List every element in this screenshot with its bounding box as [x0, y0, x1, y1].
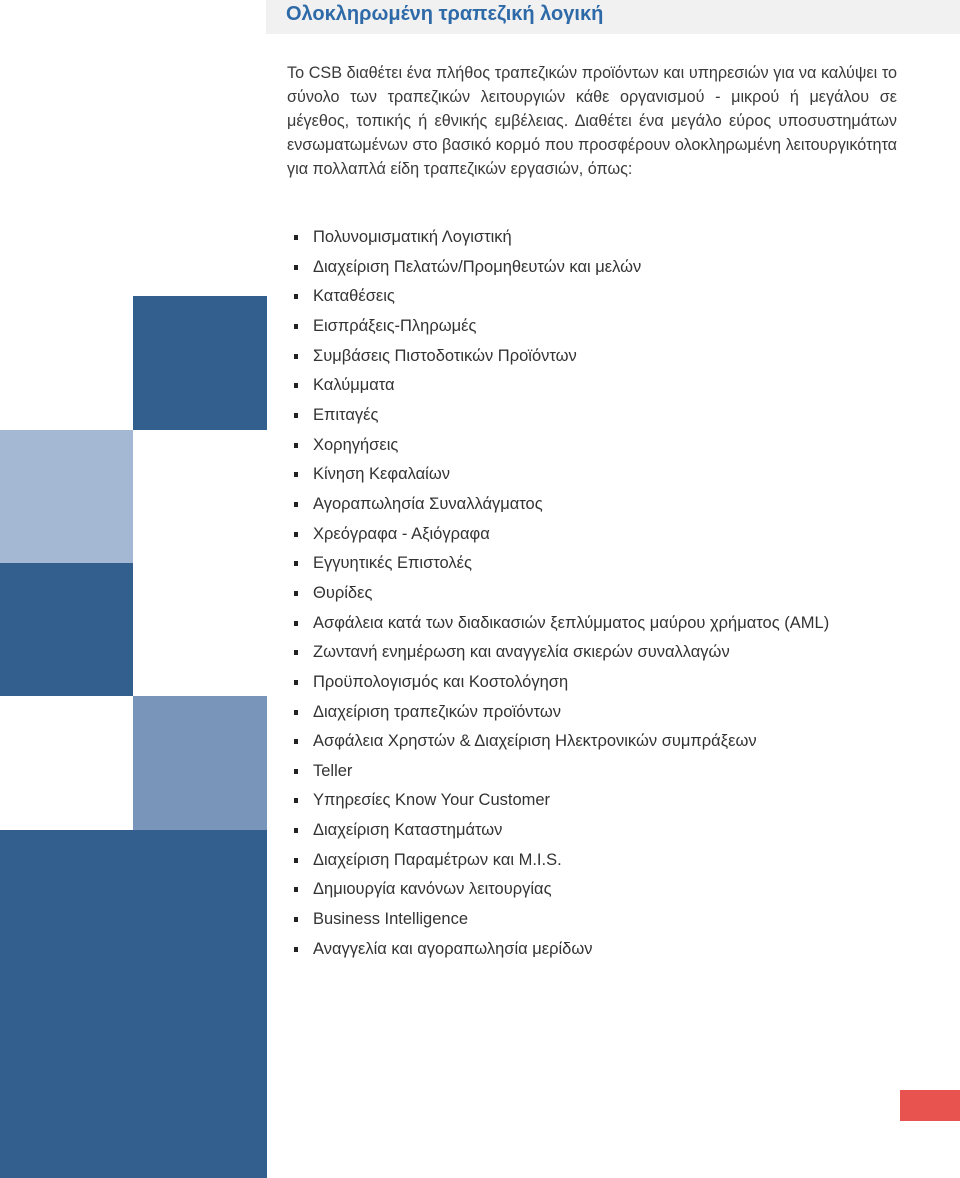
feature-list-item [294, 816, 829, 846]
feature-label: Εγγυητικές Επιστολές [313, 554, 472, 573]
feature-list-item [294, 490, 829, 520]
feature-label: Συμβάσεις Πιστοδοτικών Προϊόντων [313, 346, 577, 365]
feature-list-item [294, 401, 829, 431]
feature-list-item [294, 460, 829, 490]
square-bullet-icon [294, 887, 298, 892]
square-bullet-icon [294, 324, 298, 329]
square-bullet-icon [294, 443, 298, 448]
square-bullet-icon [294, 680, 298, 685]
decorative-block-2 [0, 430, 133, 563]
feature-list-item [294, 371, 829, 401]
square-bullet-icon [294, 413, 298, 418]
square-bullet-icon [294, 769, 298, 774]
feature-label: Χρεόγραφα - Αξιόγραφα [313, 524, 490, 543]
feature-label: Ασφάλεια Χρηστών & Διαχείριση Ηλεκτρονικών συμπράξεων [313, 732, 757, 751]
decorative-block-1 [133, 296, 267, 430]
square-bullet-icon [294, 532, 298, 537]
feature-list-item [294, 698, 829, 728]
square-bullet-icon [294, 621, 298, 626]
feature-list-item [294, 549, 829, 579]
feature-label: Αναγγελία και αγοραπωλησία μερίδων [313, 939, 593, 958]
feature-label: Πολυνομισματική Λογιστική [313, 228, 512, 246]
feature-label: Κίνηση Κεφαλαίων [313, 465, 450, 484]
square-bullet-icon [294, 947, 298, 952]
square-bullet-icon [294, 472, 298, 477]
square-bullet-icon [294, 383, 298, 388]
feature-list-item [294, 846, 829, 876]
intro-paragraph: Το CSB διαθέτει ένα πλήθος τραπεζικών προϊόντων και υπηρεσιών για να καλύψει το σύνολο των τραπεζικών λειτουργιών κάθε οργανισμού - μικρού ή μεγάλου σε μέγεθος, τοπικής ή εθνικής εμβέλειας. Διαθέτει ένα μεγάλο εύρος υποσυστημάτων ενσωματωμένων στο βασικό κορμό που προσφέρουν ολοκληρωμένη λειτουργικότητα για πολλαπλά είδη τραπεζικών εργασιών, όπως: [287, 64, 897, 178]
square-bullet-icon [294, 798, 298, 803]
square-bullet-icon [294, 235, 298, 240]
accent-block [900, 1090, 960, 1121]
feature-list [294, 223, 829, 964]
square-bullet-icon [294, 858, 298, 863]
feature-label: Επιταγές [313, 405, 379, 424]
feature-label: Προϋπολογισμός και Κοστολόγηση [313, 672, 569, 691]
square-bullet-icon [294, 739, 298, 744]
square-bullet-icon [294, 828, 298, 833]
page-title: Ολοκληρωμένη τραπεζική λογική [286, 3, 604, 25]
feature-label: Αγοραπωλησία Συναλλάγματος [313, 494, 543, 513]
feature-label: Διαχείριση Παραμέτρων και M.I.S. [313, 850, 562, 869]
square-bullet-icon [294, 502, 298, 507]
feature-label: Διαχείριση Καταστημάτων [313, 821, 503, 840]
feature-list-item [294, 935, 829, 965]
square-bullet-icon [294, 917, 298, 922]
feature-label: Καταθέσεις [313, 287, 395, 306]
feature-list-item [294, 668, 829, 698]
feature-list-item [294, 342, 829, 372]
feature-list-item [294, 282, 829, 312]
feature-label: Δημιουργία κανόνων λειτουργίας [313, 880, 552, 899]
feature-list-item [294, 727, 829, 757]
feature-list-item [294, 875, 829, 905]
feature-list-item [294, 786, 829, 816]
square-bullet-icon [294, 354, 298, 359]
decorative-block-3 [0, 563, 133, 696]
square-bullet-icon [294, 710, 298, 715]
feature-list-item [294, 223, 829, 253]
feature-label: Θυρίδες [313, 583, 373, 602]
square-bullet-icon [294, 650, 298, 655]
square-bullet-icon [294, 591, 298, 596]
feature-label: Διαχείριση Πελατών/Προμηθευτών και μελών [313, 257, 642, 276]
feature-list-item [294, 253, 829, 283]
decorative-block-4 [133, 696, 267, 830]
feature-list-item [294, 431, 829, 461]
feature-label: Χορηγήσεις [313, 435, 399, 454]
feature-label: Εισπράξεις-Πληρωμές [313, 316, 477, 335]
feature-label: Καλύμματα [313, 376, 395, 395]
feature-list-item [294, 638, 829, 668]
square-bullet-icon [294, 561, 298, 566]
feature-list-item [294, 905, 829, 935]
feature-label: Teller [313, 761, 353, 780]
feature-label: Ασφάλεια κατά των διαδικασιών ξεπλύμματος μαύρου χρήματος (AML) [313, 613, 830, 632]
feature-label: Business Intelligence [313, 910, 469, 929]
feature-list-item [294, 757, 829, 787]
square-bullet-icon [294, 294, 298, 299]
feature-label: Διαχείριση τραπεζικών προϊόντων [313, 702, 561, 721]
decorative-block-5 [0, 830, 267, 1178]
square-bullet-icon [294, 265, 298, 270]
feature-list-item [294, 609, 829, 639]
feature-list-item [294, 520, 829, 550]
feature-list-item [294, 312, 829, 342]
feature-label: Ζωντανή ενημέρωση και αναγγελία σκιερών συναλλαγών [313, 643, 730, 662]
feature-list-item [294, 579, 829, 609]
feature-label: Υπηρεσίες Know Your Customer [313, 791, 551, 810]
